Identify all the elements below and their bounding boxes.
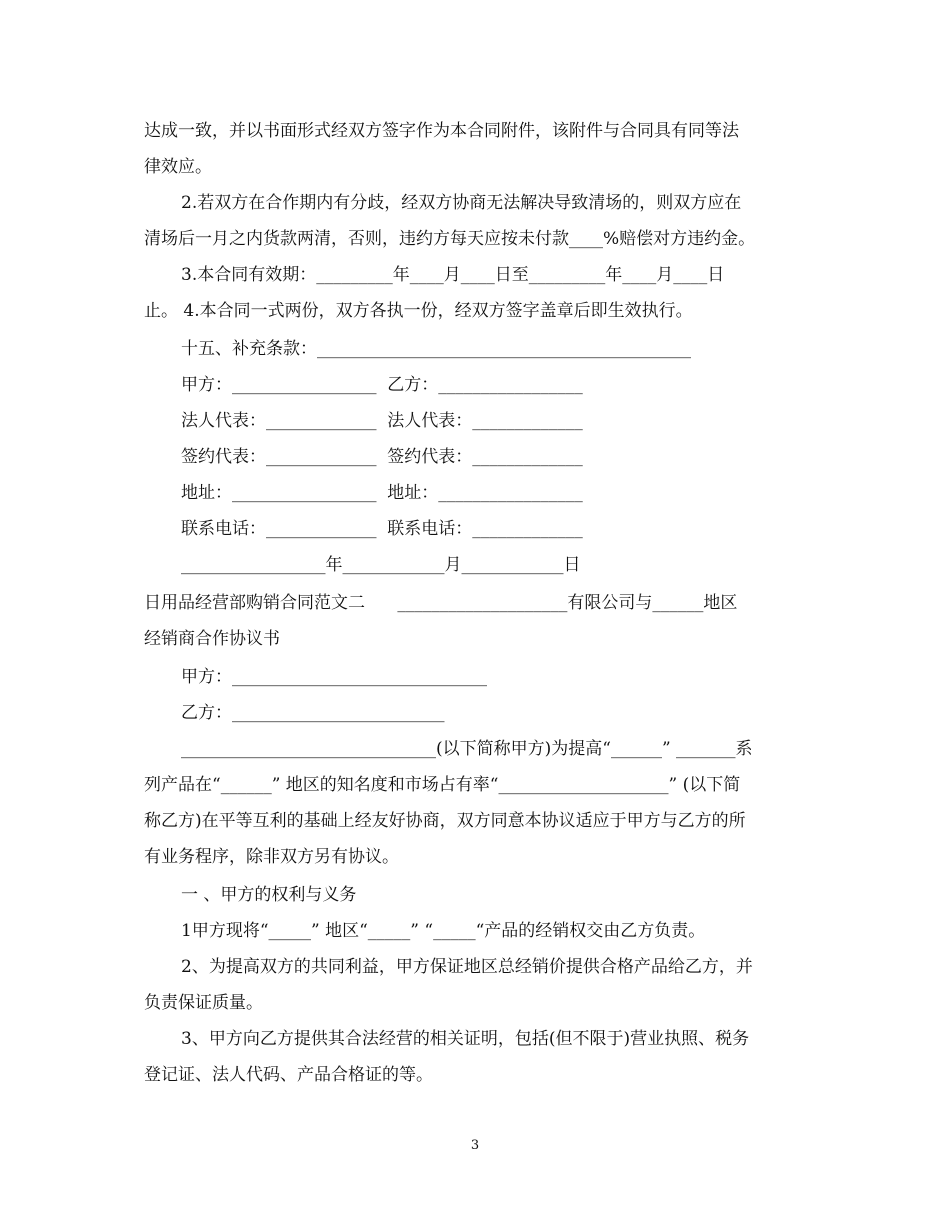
body-text-line: 登记证、法人代码、产品合格证的等。: [144, 1065, 433, 1085]
party-fields: 甲方：_________________ 乙方：_________________: [181, 375, 583, 395]
body-text-line: 有业务程序，除非双方另有协议。: [144, 847, 399, 867]
section-title: 日用品经营部购销合同范文二 ____________________有限公司与______地区: [144, 593, 738, 613]
supplementary-clause: 十五、补充条款：____________________________________________: [181, 339, 691, 359]
signing-rep-fields: 签约代表：_____________ 签约代表：_____________: [181, 447, 583, 467]
party-b-field: 乙方：_________________________: [181, 703, 445, 723]
body-text-line: 2.若双方在合作期内有分歧，经双方协商无法解决导致清场的，则双方应在: [181, 193, 742, 213]
body-text-line: 3.本合同有效期：_________年____月____日至_________年____月____日: [181, 265, 725, 285]
body-text-line: 2、为提高双方的共同利益，甲方保证地区总经销价提供合格产品给乙方，并: [181, 957, 753, 977]
party-a-field: 甲方：______________________________: [181, 667, 487, 687]
address-fields: 地址：_________________ 地址：_________________: [181, 483, 583, 503]
section-title-cont: 经销商合作协议书: [144, 629, 280, 649]
body-text-line: 3、甲方向乙方提供其合法经营的相关证明，包括(但不限于)营业执照、税务: [181, 1029, 750, 1049]
body-text-line: 称乙方)在平等互利的基础上经友好协商，双方同意本协议适应于甲方与乙方的所: [144, 811, 746, 831]
body-text-line: 负责保证质量。: [144, 993, 263, 1013]
body-text-line: 达成一致，并以书面形式经双方签字作为本合同附件，该附件与合同具有同等法: [144, 121, 739, 141]
body-text-line: 清场后一月之内货款两清，否则，违约方每天应按未付款____%赔偿对方违约金。: [144, 229, 756, 249]
article-heading: 一 、甲方的权利与义务: [181, 885, 357, 905]
body-text-line: 1甲方现将“_____” 地区“_____” “_____“产品的经销权交由乙方负责。: [181, 921, 706, 941]
body-text-line: 止。 4.本合同一式两份，双方各执一份，经双方签字盖章后即生效执行。: [144, 301, 693, 321]
date-field: _________________年____________月____________日: [181, 555, 581, 575]
body-text-line: 律效应。: [144, 157, 212, 177]
phone-fields: 联系电话：_____________ 联系电话：_____________: [181, 519, 583, 539]
page-number: 3: [470, 1138, 480, 1153]
legal-rep-fields: 法人代表：_____________ 法人代表：_____________: [181, 411, 583, 431]
body-text-line: ______________________________(以下简称甲方)为提高“______” _______系: [181, 739, 753, 759]
body-text-line: 列产品在“______” 地区的知名度和市场占有率“____________________” (以下简: [144, 775, 741, 795]
